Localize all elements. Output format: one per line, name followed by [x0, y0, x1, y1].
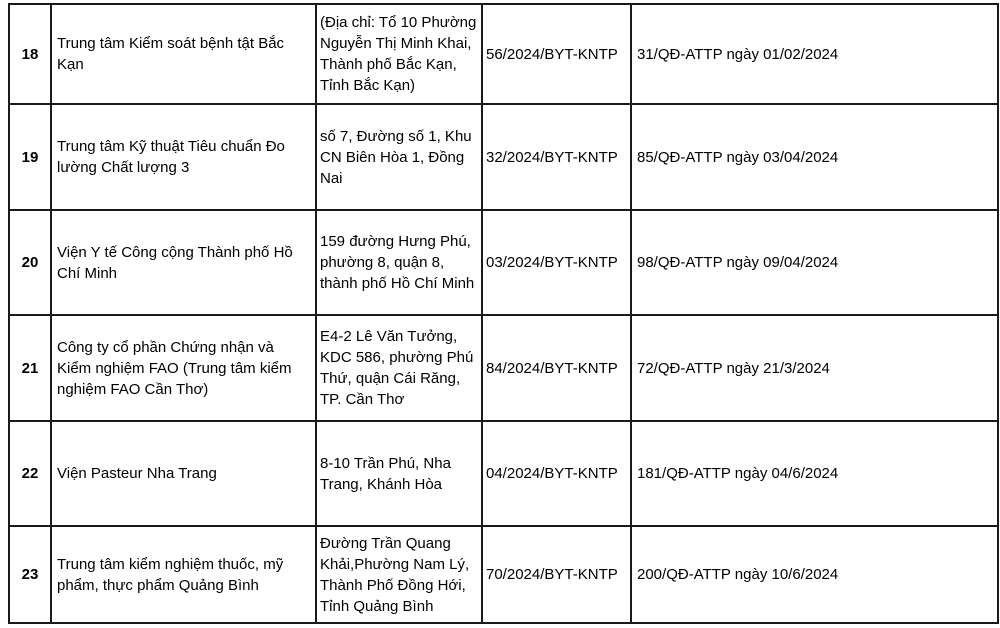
row-number-cell: 23 [9, 526, 51, 623]
decision-cell: 181/QĐ-ATTP ngày 04/6/2024 [631, 421, 998, 526]
address-cell: (Địa chỉ: Tổ 10 Phường Nguyễn Thị Minh Khai, Thành phố Bắc Kạn, Tỉnh Bắc Kạn) [316, 4, 482, 104]
address-cell: Đường Trần Quang Khải,Phường Nam Lý, Thành Phố Đồng Hới, Tỉnh Quảng Bình [316, 526, 482, 623]
row-number-cell: 19 [9, 104, 51, 210]
cert-number-cell: 84/2024/BYT-KNTP [482, 315, 631, 421]
table-row [9, 104, 998, 210]
cert-number-cell: 04/2024/BYT-KNTP [482, 421, 631, 526]
org-name-cell: Trung tâm Kiểm soát bệnh tật Bắc Kạn [51, 4, 316, 104]
org-name-cell: Viện Y tế Công cộng Thành phố Hồ Chí Minh [51, 210, 316, 315]
decision-cell: 31/QĐ-ATTP ngày 01/02/2024 [631, 4, 998, 104]
cert-number-cell: 32/2024/BYT-KNTP [482, 104, 631, 210]
org-name-cell: Viện Pasteur Nha Trang [51, 421, 316, 526]
organizations-table [8, 3, 999, 624]
decision-cell: 200/QĐ-ATTP ngày 10/6/2024 [631, 526, 998, 623]
org-name-cell: Trung tâm Kỹ thuật Tiêu chuẩn Đo lường Chất lượng 3 [51, 104, 316, 210]
org-name-cell: Trung tâm kiểm nghiệm thuốc, mỹ phẩm, thực phẩm Quảng Bình [51, 526, 316, 623]
decision-cell: 85/QĐ-ATTP ngày 03/04/2024 [631, 104, 998, 210]
table-row [9, 4, 998, 104]
table-row [9, 526, 998, 623]
row-number-cell: 20 [9, 210, 51, 315]
org-name-cell: Công ty cổ phần Chứng nhận và Kiểm nghiệm FAO (Trung tâm kiểm nghiệm FAO Cần Thơ) [51, 315, 316, 421]
row-number-cell: 21 [9, 315, 51, 421]
cert-number-cell: 03/2024/BYT-KNTP [482, 210, 631, 315]
table-row [9, 421, 998, 526]
table-row [9, 315, 998, 421]
decision-cell: 98/QĐ-ATTP ngày 09/04/2024 [631, 210, 998, 315]
row-number-cell: 22 [9, 421, 51, 526]
address-cell: số 7, Đường số 1, Khu CN Biên Hòa 1, Đồng Nai [316, 104, 482, 210]
address-cell: 159 đường Hưng Phú, phường 8, quận 8, thành phố Hồ Chí Minh [316, 210, 482, 315]
decision-cell: 72/QĐ-ATTP ngày 21/3/2024 [631, 315, 998, 421]
cert-number-cell: 70/2024/BYT-KNTP [482, 526, 631, 623]
address-cell: 8-10 Trần Phú, Nha Trang, Khánh Hòa [316, 421, 482, 526]
address-cell: E4-2 Lê Văn Tưởng, KDC 586, phường Phú Thứ, quận Cái Răng, TP. Cần Thơ [316, 315, 482, 421]
table-row [9, 210, 998, 315]
cert-number-cell: 56/2024/BYT-KNTP [482, 4, 631, 104]
row-number-cell: 18 [9, 4, 51, 104]
